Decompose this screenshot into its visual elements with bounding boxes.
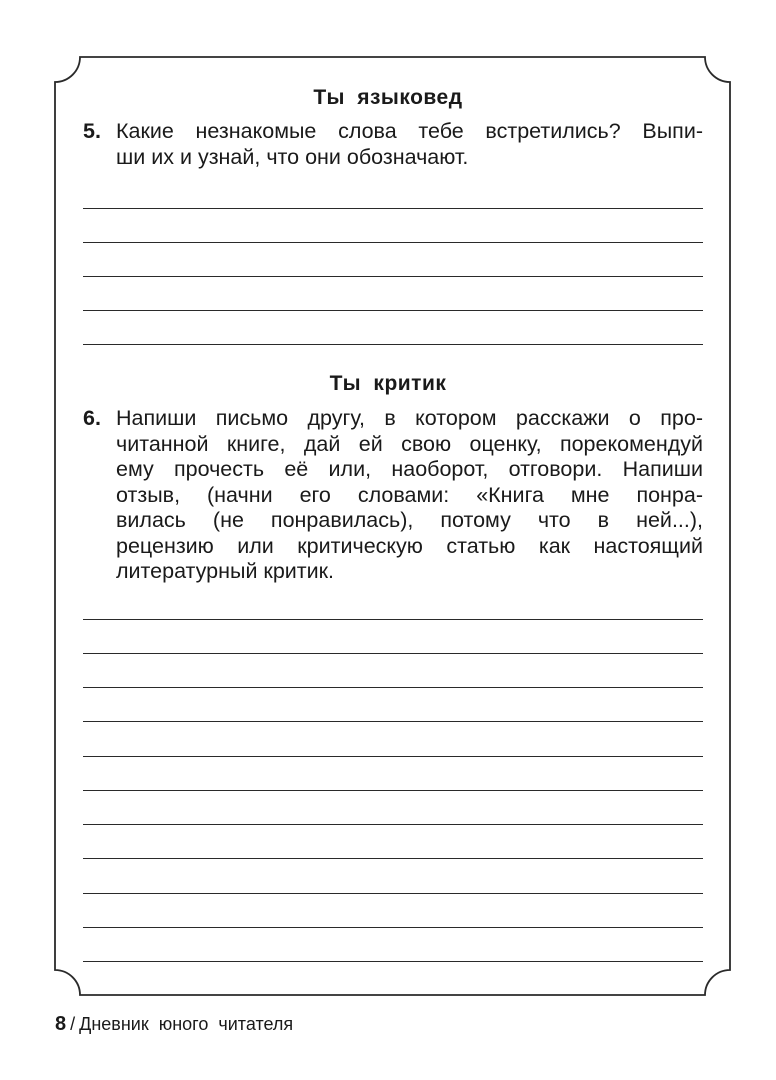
- book-title: Дневник юного читателя: [79, 1014, 294, 1034]
- answer-line[interactable]: [83, 858, 703, 859]
- answer-line[interactable]: [83, 276, 703, 277]
- task-text-line: ши их и узнай, что они обозначают.: [116, 144, 469, 169]
- section-heading-linguist: Ты языковед: [313, 86, 463, 109]
- task-6: [83, 406, 703, 585]
- answer-line[interactable]: [83, 242, 703, 243]
- task-number: 6.: [83, 406, 101, 430]
- page-footer: [55, 1013, 293, 1036]
- answer-line[interactable]: [83, 687, 703, 688]
- answer-line[interactable]: [83, 721, 703, 722]
- task-text-line: читанной книге, дай ей свою оценку, порекомендуй: [116, 431, 703, 456]
- task-text-line: Напиши письмо другу, в котором расскажи о про-: [116, 406, 703, 430]
- task-text-line: отзыв, (начни его словами: «Книга мне понра-: [116, 482, 703, 507]
- answer-line[interactable]: [83, 344, 703, 345]
- answer-line[interactable]: [83, 310, 703, 311]
- answer-line[interactable]: [83, 653, 703, 654]
- answer-line[interactable]: [83, 824, 703, 825]
- page-number: 8: [55, 1013, 67, 1035]
- footer-separator: /: [70, 1014, 76, 1034]
- answer-line[interactable]: [83, 208, 703, 209]
- task-5: [83, 119, 703, 170]
- answer-line[interactable]: [83, 893, 703, 894]
- task-text-line: рецензию или критическую статью как настоящий: [116, 533, 703, 558]
- answer-line[interactable]: [83, 619, 703, 620]
- task-text-line: литературный критик.: [116, 559, 335, 583]
- task-text-line: ему прочесть её или, наоборот, отговори. Напиши: [116, 457, 703, 481]
- task-text: [116, 119, 703, 170]
- task-text-line: Какие незнакомые слова тебе встретились? Выпи-: [116, 119, 703, 143]
- answer-line[interactable]: [83, 790, 703, 791]
- task-number: 5.: [83, 119, 101, 143]
- task-text-line: вилась (не понравилась), потому что в ней...),: [116, 508, 703, 532]
- answer-line[interactable]: [83, 927, 703, 928]
- task-text: [116, 406, 703, 585]
- section-heading-critic: Ты критик: [329, 372, 447, 395]
- answer-line[interactable]: [83, 756, 703, 757]
- answer-line[interactable]: [83, 961, 703, 962]
